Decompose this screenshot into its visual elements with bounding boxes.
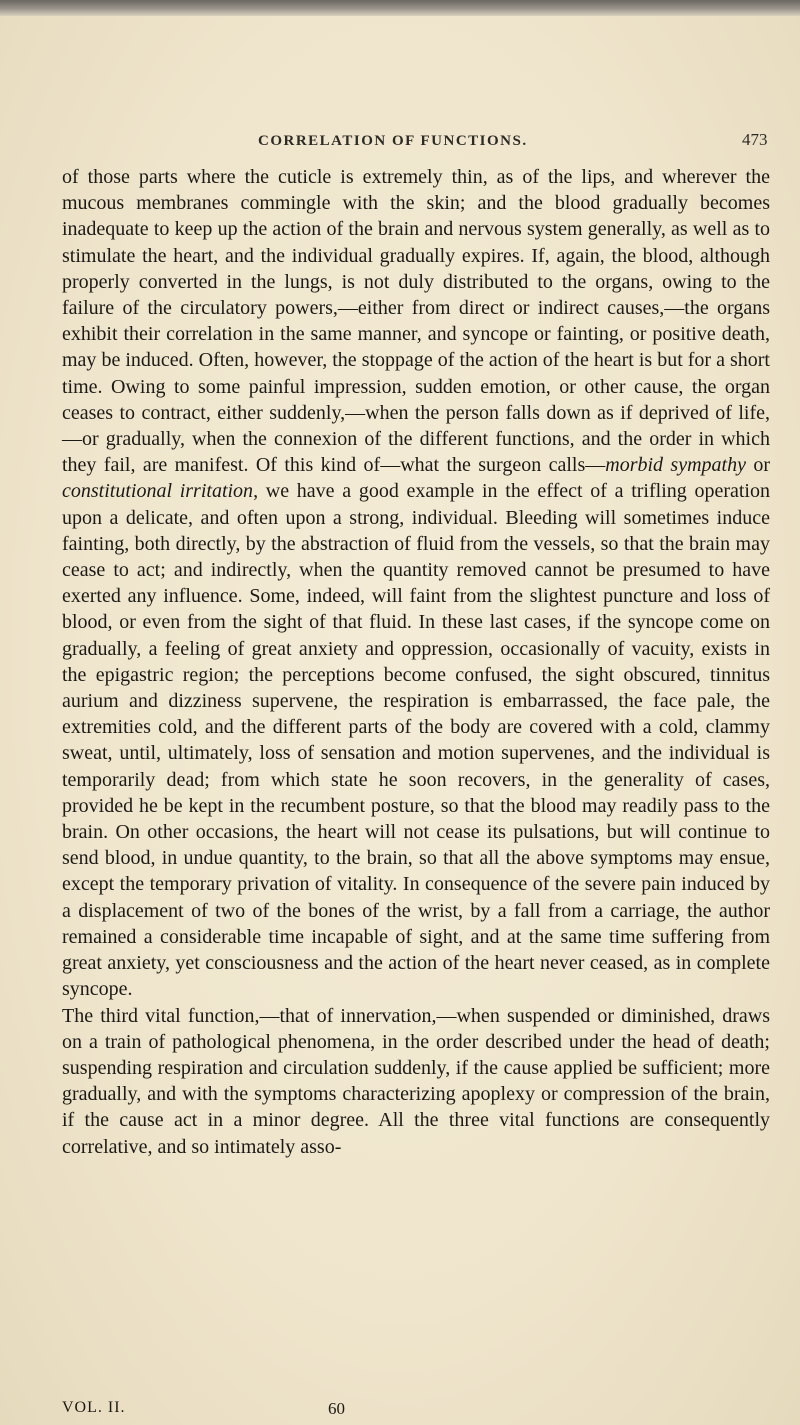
text-segment: of those parts where the cuticle is extremely thin, as of the lips, and wherever the mucous membranes commingle with the skin; and the blood gradually becomes inadequate to keep up the action of the brain and nervous system generally, as well as to stimulate the heart, and the individual gradually expires. If, again, the blood, although properly converted in the lungs, is not duly distributed to the organs, owing to the failure of the circulatory powers,—either from direct or indirect causes,—the organs exhibit their correlation in the same manner, and syncope or fainting, or positive death, may be induced. Often, however, the stoppage of the action of the heart is but for a short time. Owing to some painful impression, sudden emotion, or other cause, the organ ceases to contract, either suddenly,—when the person falls down as if deprived of life, —or gradually, when the connexion of the different functions, and the order in which they fail, are manifest. Of this kind of—what the surgeon calls—: [62, 166, 770, 477]
text-segment: The third vital function,—that of innervation,—when suspended or diminished, draws on a train of pathological phenomena, in the order described under the head of death; suspending respiration and circulation suddenly, if the cause applied be sufficient; more gradually, and with the symptoms characterizing apoplexy or compression of the brain, if the cause act in a minor degree. All the three vital functions are consequently correlative, and so intimately asso-: [62, 1004, 770, 1158]
page-number: 473: [742, 130, 768, 149]
italic-term-morbid-sympathy: morbid sympathy: [605, 454, 746, 477]
signature-mark: 60: [328, 1399, 345, 1418]
volume-label: VOL. II.: [62, 1399, 126, 1416]
text-segment: or: [745, 454, 770, 477]
page-top-edge: [0, 0, 800, 16]
running-title: CORRELATION OF FUNCTIONS.: [258, 133, 528, 149]
text-segment: , we have a good example in the effect of a trifling operation upon a delicate, and often upon a strong, individual. Bleeding will sometimes induce fainting, both directly, by the abstraction of fluid from the vessels, so that the brain may cease to act; and indirectly, when the quantity removed cannot be presumed to have exerted any influence. Some, indeed, will faint from the slightest puncture and loss of blood, or even from the sight of that fluid. In these last cases, if the syncope come on gradually, a feeling of great anxiety and oppression, occasionally of vacuity, exists in the epigastric region; the perceptions become confused, the sight obscured, tinnitus aurium and dizziness supervene, the respiration is embarrassed, the face pale, the extremities cold, and the different parts of the body are covered with a cold, clammy sweat, until, ultimately, loss of sensation and motion supervenes, and the individual is temporarily dead; from which state he soon recovers, in the generality of cases, provided he be kept in the recumbent posture, so that the blood may readily pass to the brain. On other occasions, the heart will not cease its pulsations, but will continue to send blood, in undue quantity, to the brain, so that all the above symptoms may ensue, except the temporary privation of vitality. In consequence of the severe pain induced by a displacement of two of the bones of the wrist, by a fall from a carriage, the author remained a considerable time incapable of sight, and at the same time suffering from great anxiety, yet consciousness and the action of the heart never ceased, as in complete syncope.: [62, 480, 770, 1001]
book-page: [0, 16, 800, 1425]
page-footer: [62, 1399, 770, 1421]
paragraph-1: [62, 164, 770, 1003]
body-text: [62, 164, 770, 1160]
italic-term-constitutional-irritation: constitutional irritation: [62, 480, 254, 503]
paragraph-2: [62, 1003, 770, 1160]
